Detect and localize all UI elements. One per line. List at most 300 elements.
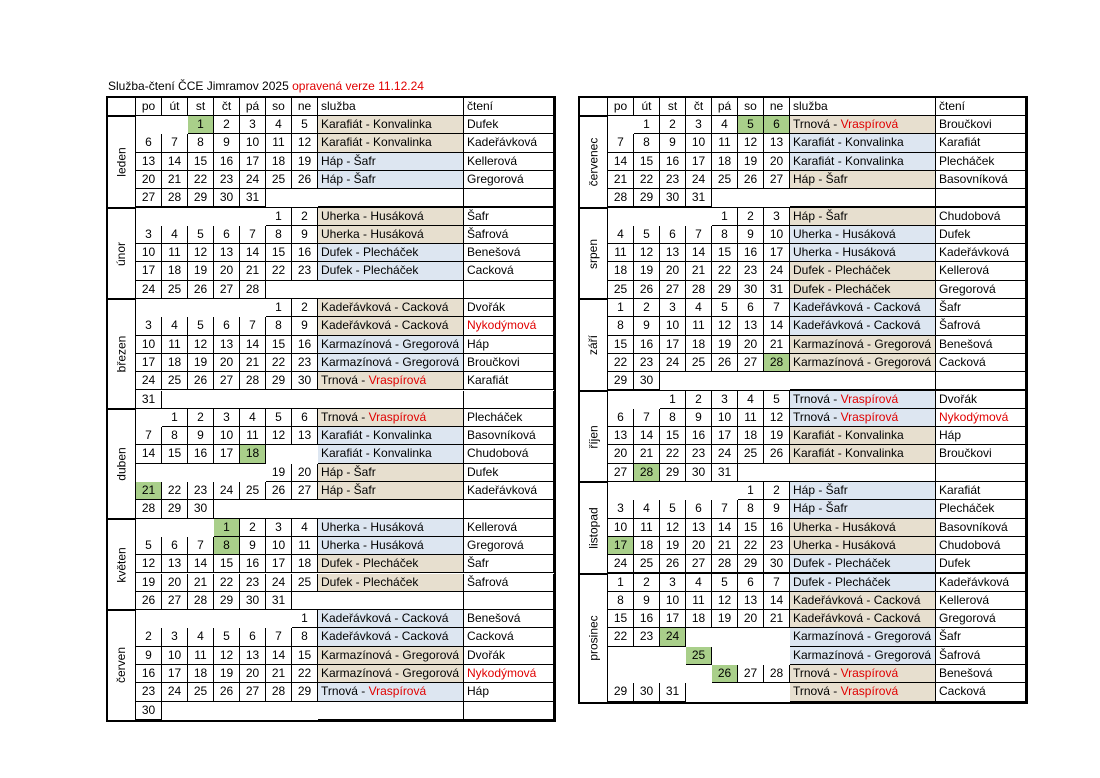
empty-day-cell bbox=[292, 281, 318, 299]
month-name: červenec bbox=[586, 137, 601, 187]
day-cell: 1 bbox=[608, 299, 634, 317]
day-cell: 28 bbox=[712, 555, 738, 573]
service-name: Karafiát - Konvalinka bbox=[321, 446, 432, 461]
service-name: Trnová - bbox=[793, 409, 841, 424]
reader-cell: Karafiát bbox=[464, 372, 554, 390]
service-cell bbox=[318, 574, 464, 592]
day-cell: 25 bbox=[266, 171, 292, 189]
service-name-highlight: Vraspírová bbox=[840, 391, 899, 406]
day-cell: 3 bbox=[240, 116, 266, 134]
reader-cell: Šafrová bbox=[936, 647, 1026, 665]
day-cell: 20 bbox=[738, 610, 764, 628]
service-cell bbox=[790, 317, 936, 335]
service-name: Uherka - Husáková bbox=[321, 226, 424, 241]
reader-cell: Nykodýmová bbox=[936, 409, 1026, 427]
reader-cell bbox=[464, 391, 554, 409]
service-cell bbox=[318, 537, 464, 555]
empty-day-cell bbox=[764, 464, 790, 482]
day-cell: 4 bbox=[188, 628, 214, 646]
day-cell: 10 bbox=[660, 592, 686, 610]
day-cell: 26 bbox=[660, 555, 686, 573]
reader-cell: Gregorová bbox=[464, 537, 554, 555]
day-cell: 7 bbox=[608, 134, 634, 152]
empty-day-cell bbox=[188, 299, 214, 317]
day-cell: 31 bbox=[712, 464, 738, 482]
day-cell: 23 bbox=[738, 262, 764, 280]
service-cell bbox=[318, 153, 464, 171]
day-cell: 4 bbox=[266, 116, 292, 134]
empty-day-cell bbox=[162, 610, 188, 628]
service-name: Dufek - Plecháček bbox=[793, 263, 891, 278]
day-cell: 24 bbox=[660, 628, 686, 646]
day-cell: 11 bbox=[634, 519, 660, 537]
day-cell: 7 bbox=[634, 409, 660, 427]
empty-day-cell bbox=[292, 500, 318, 518]
reader-cell bbox=[464, 281, 554, 299]
empty-day-cell bbox=[634, 482, 660, 500]
empty-day-cell bbox=[608, 665, 634, 683]
day-cell: 12 bbox=[266, 427, 292, 445]
day-cell: 14 bbox=[764, 317, 790, 335]
day-cell: 8 bbox=[214, 537, 240, 555]
day-cell: 9 bbox=[292, 226, 318, 244]
day-cell: 16 bbox=[738, 244, 764, 262]
empty-day-cell bbox=[738, 189, 764, 207]
day-cell: 9 bbox=[634, 592, 660, 610]
day-cell: 30 bbox=[764, 555, 790, 573]
empty-day-cell bbox=[214, 208, 240, 226]
service-cell bbox=[318, 244, 464, 262]
day-cell: 16 bbox=[686, 427, 712, 445]
service-cell bbox=[318, 628, 464, 646]
day-cell: 16 bbox=[188, 445, 214, 463]
day-cell: 25 bbox=[738, 445, 764, 463]
day-cell: 28 bbox=[608, 189, 634, 207]
month-label bbox=[108, 408, 136, 519]
reader-cell: Broučkovi bbox=[936, 445, 1026, 463]
day-cell: 20 bbox=[292, 464, 318, 482]
day-cell: 11 bbox=[188, 647, 214, 665]
day-cell: 13 bbox=[660, 244, 686, 262]
day-cell: 12 bbox=[738, 134, 764, 152]
month-label bbox=[108, 207, 136, 300]
day-cell: 6 bbox=[214, 317, 240, 335]
day-cell: 23 bbox=[188, 482, 214, 500]
service-name: Trnová - bbox=[793, 666, 841, 680]
day-cell: 7 bbox=[240, 317, 266, 335]
day-cell: 18 bbox=[292, 555, 318, 573]
day-cell: 29 bbox=[608, 683, 634, 701]
day-cell: 14 bbox=[136, 445, 162, 463]
day-cell: 23 bbox=[764, 537, 790, 555]
service-cell bbox=[318, 445, 464, 463]
day-cell: 12 bbox=[764, 409, 790, 427]
service-name: Kadeřávková - Cacková bbox=[793, 300, 921, 314]
column-header: ne bbox=[292, 98, 318, 116]
service-name: Karmazínová - Gregorová bbox=[321, 336, 460, 351]
service-cell bbox=[318, 226, 464, 244]
day-cell: 27 bbox=[214, 372, 240, 390]
day-cell: 5 bbox=[188, 226, 214, 244]
day-cell: 29 bbox=[738, 555, 764, 573]
day-cell: 2 bbox=[738, 208, 764, 226]
service-name: Uherka - Husáková bbox=[793, 226, 896, 241]
service-name: Dufek - Plecháček bbox=[793, 281, 891, 296]
day-cell: 12 bbox=[188, 244, 214, 262]
service-cell bbox=[790, 134, 936, 152]
service-name: Kadeřávková - Cacková bbox=[793, 611, 921, 626]
day-cell: 29 bbox=[214, 592, 240, 610]
column-header: čt bbox=[686, 98, 712, 116]
reader-cell: Kadeřávková bbox=[936, 244, 1026, 262]
day-cell: 1 bbox=[738, 482, 764, 500]
day-cell: 5 bbox=[712, 574, 738, 592]
empty-day-cell bbox=[764, 189, 790, 207]
month-name: únor bbox=[114, 241, 129, 266]
day-cell: 18 bbox=[266, 153, 292, 171]
day-cell: 27 bbox=[764, 171, 790, 189]
service-cell bbox=[790, 244, 936, 262]
service-cell bbox=[790, 555, 936, 573]
day-cell: 24 bbox=[266, 574, 292, 592]
day-cell: 8 bbox=[712, 226, 738, 244]
day-cell: 6 bbox=[764, 116, 790, 134]
day-cell: 21 bbox=[634, 445, 660, 463]
empty-day-cell bbox=[240, 500, 266, 518]
day-cell: 11 bbox=[266, 134, 292, 152]
day-cell: 12 bbox=[634, 244, 660, 262]
empty-day-cell bbox=[266, 189, 292, 207]
service-cell bbox=[318, 208, 464, 226]
day-cell: 19 bbox=[712, 610, 738, 628]
month-name: září bbox=[586, 335, 601, 356]
day-cell: 13 bbox=[214, 336, 240, 354]
empty-day-cell bbox=[712, 372, 738, 390]
day-cell: 27 bbox=[738, 665, 764, 683]
reader-cell: Šafr bbox=[936, 299, 1026, 317]
service-name: Trnová - bbox=[321, 409, 369, 424]
day-cell: 18 bbox=[162, 354, 188, 372]
service-cell bbox=[318, 134, 464, 152]
service-name: Dufek - Plecháček bbox=[321, 574, 419, 589]
reader-cell: Šafrová bbox=[936, 317, 1026, 335]
day-cell: 29 bbox=[608, 372, 634, 390]
day-cell: 15 bbox=[162, 445, 188, 463]
month-label bbox=[580, 573, 608, 702]
empty-day-cell bbox=[712, 482, 738, 500]
service-cell bbox=[318, 464, 464, 482]
service-cell bbox=[790, 665, 936, 683]
day-cell: 25 bbox=[240, 482, 266, 500]
day-cell: 13 bbox=[292, 427, 318, 445]
day-cell: 16 bbox=[764, 519, 790, 537]
reader-cell bbox=[464, 702, 554, 720]
day-cell: 20 bbox=[162, 574, 188, 592]
day-cell: 10 bbox=[686, 134, 712, 152]
column-header: pá bbox=[712, 98, 738, 116]
day-cell: 10 bbox=[240, 134, 266, 152]
day-cell: 24 bbox=[136, 281, 162, 299]
month-name: prosinec bbox=[586, 615, 601, 661]
service-name: Trnová - bbox=[793, 117, 841, 131]
reader-cell: Chudobová bbox=[464, 445, 554, 463]
day-cell: 13 bbox=[686, 519, 712, 537]
column-header: služba bbox=[318, 98, 464, 116]
service-name: Uherka - Husáková bbox=[793, 245, 896, 260]
day-cell: 10 bbox=[136, 244, 162, 262]
day-cell: 9 bbox=[214, 134, 240, 152]
day-cell: 27 bbox=[214, 281, 240, 299]
service-name: Karmazínová - Gregorová bbox=[793, 354, 932, 369]
service-name: Kadeřávková - Cacková bbox=[321, 611, 449, 626]
empty-day-cell bbox=[292, 592, 318, 610]
day-cell: 11 bbox=[162, 244, 188, 262]
day-cell: 25 bbox=[162, 281, 188, 299]
day-cell: 31 bbox=[240, 189, 266, 207]
day-cell: 7 bbox=[266, 628, 292, 646]
service-name: Karmazínová - Gregorová bbox=[321, 647, 460, 662]
service-name: Háp - Šafr bbox=[321, 483, 376, 497]
day-cell: 6 bbox=[608, 409, 634, 427]
day-cell: 16 bbox=[634, 610, 660, 628]
empty-day-cell bbox=[188, 702, 214, 720]
day-cell: 24 bbox=[764, 262, 790, 280]
empty-day-cell bbox=[266, 702, 292, 720]
reader-cell: Cacková bbox=[936, 354, 1026, 372]
day-cell: 2 bbox=[240, 519, 266, 537]
day-cell: 21 bbox=[608, 171, 634, 189]
reader-cell: Basovníková bbox=[936, 519, 1026, 537]
day-cell: 3 bbox=[214, 409, 240, 427]
day-cell: 28 bbox=[634, 464, 660, 482]
day-cell: 15 bbox=[292, 647, 318, 665]
reader-cell: Basovníková bbox=[464, 427, 554, 445]
day-cell: 16 bbox=[292, 336, 318, 354]
service-name: Dufek - Plecháček bbox=[321, 556, 419, 571]
day-cell: 12 bbox=[712, 317, 738, 335]
service-name-highlight: Vraspírová bbox=[368, 409, 427, 424]
day-cell: 8 bbox=[634, 134, 660, 152]
day-cell: 21 bbox=[162, 171, 188, 189]
empty-day-cell bbox=[240, 391, 266, 409]
day-cell: 31 bbox=[764, 281, 790, 299]
day-cell: 30 bbox=[214, 189, 240, 207]
day-cell: 27 bbox=[738, 354, 764, 372]
day-cell: 1 bbox=[608, 574, 634, 592]
service-cell bbox=[790, 464, 936, 482]
day-cell: 17 bbox=[712, 427, 738, 445]
empty-day-cell bbox=[660, 482, 686, 500]
empty-day-cell bbox=[188, 610, 214, 628]
empty-day-cell bbox=[162, 208, 188, 226]
month-name: listopad bbox=[586, 507, 601, 549]
service-name: Kadeřávková - Cacková bbox=[793, 592, 921, 607]
reader-cell: Šafrová bbox=[464, 226, 554, 244]
day-cell: 31 bbox=[136, 391, 162, 409]
day-cell: 14 bbox=[240, 244, 266, 262]
day-cell: 14 bbox=[266, 647, 292, 665]
empty-day-cell bbox=[712, 628, 738, 646]
day-cell: 27 bbox=[608, 464, 634, 482]
service-name: Uherka - Husáková bbox=[321, 519, 424, 534]
day-cell: 25 bbox=[188, 683, 214, 701]
month-label bbox=[580, 115, 608, 208]
service-cell bbox=[790, 445, 936, 463]
empty-day-cell bbox=[188, 391, 214, 409]
day-cell: 19 bbox=[660, 537, 686, 555]
empty-day-cell bbox=[712, 683, 738, 701]
reader-cell: Háp bbox=[936, 427, 1026, 445]
day-cell: 4 bbox=[292, 519, 318, 537]
day-cell: 15 bbox=[188, 153, 214, 171]
day-cell: 24 bbox=[686, 171, 712, 189]
day-cell: 8 bbox=[292, 628, 318, 646]
day-cell: 6 bbox=[660, 226, 686, 244]
day-cell: 7 bbox=[686, 226, 712, 244]
day-cell: 21 bbox=[266, 665, 292, 683]
day-cell: 24 bbox=[214, 482, 240, 500]
service-cell bbox=[790, 628, 936, 646]
reader-cell: Dvořák bbox=[464, 299, 554, 317]
day-cell: 5 bbox=[660, 500, 686, 518]
day-cell: 5 bbox=[136, 537, 162, 555]
day-cell: 30 bbox=[136, 702, 162, 720]
empty-day-cell bbox=[686, 482, 712, 500]
day-cell: 8 bbox=[188, 134, 214, 152]
empty-day-cell bbox=[214, 610, 240, 628]
day-cell: 3 bbox=[266, 519, 292, 537]
service-cell bbox=[318, 500, 464, 518]
day-cell: 4 bbox=[712, 116, 738, 134]
day-cell: 7 bbox=[764, 299, 790, 317]
reader-cell: Karafiát bbox=[936, 134, 1026, 152]
service-cell bbox=[318, 354, 464, 372]
day-cell: 4 bbox=[240, 409, 266, 427]
day-cell: 3 bbox=[608, 500, 634, 518]
day-cell: 19 bbox=[764, 427, 790, 445]
day-cell: 29 bbox=[660, 464, 686, 482]
service-name: Dufek - Plecháček bbox=[793, 556, 891, 571]
day-cell: 6 bbox=[240, 628, 266, 646]
reader-cell: Gregorová bbox=[936, 610, 1026, 628]
day-cell: 11 bbox=[608, 244, 634, 262]
reader-cell: Benešová bbox=[464, 610, 554, 628]
day-cell: 22 bbox=[266, 262, 292, 280]
day-cell: 1 bbox=[266, 208, 292, 226]
service-cell bbox=[318, 409, 464, 427]
service-name: Trnová - bbox=[321, 684, 369, 699]
day-cell: 4 bbox=[608, 226, 634, 244]
empty-day-cell bbox=[162, 391, 188, 409]
day-cell: 5 bbox=[292, 116, 318, 134]
day-cell: 4 bbox=[686, 299, 712, 317]
day-cell: 19 bbox=[712, 336, 738, 354]
day-cell: 16 bbox=[136, 665, 162, 683]
day-cell: 3 bbox=[660, 299, 686, 317]
day-cell: 21 bbox=[686, 262, 712, 280]
day-cell: 23 bbox=[660, 171, 686, 189]
day-cell: 25 bbox=[162, 372, 188, 390]
day-cell: 22 bbox=[712, 262, 738, 280]
empty-day-cell bbox=[738, 683, 764, 701]
service-name: Háp - Šafr bbox=[793, 171, 848, 186]
header-corner bbox=[108, 98, 136, 116]
day-cell: 23 bbox=[136, 683, 162, 701]
month-label bbox=[580, 207, 608, 300]
service-cell bbox=[790, 354, 936, 372]
service-name: Karafiát - Konvalinka bbox=[793, 428, 904, 443]
day-cell: 27 bbox=[162, 592, 188, 610]
day-cell: 22 bbox=[162, 482, 188, 500]
day-cell: 15 bbox=[266, 244, 292, 262]
day-cell: 14 bbox=[712, 519, 738, 537]
day-cell: 6 bbox=[214, 226, 240, 244]
service-cell bbox=[790, 226, 936, 244]
reader-cell: Dufek bbox=[936, 226, 1026, 244]
service-cell bbox=[790, 336, 936, 354]
reader-cell: Plecháček bbox=[936, 500, 1026, 518]
day-cell: 20 bbox=[660, 262, 686, 280]
reader-cell: Cacková bbox=[464, 628, 554, 646]
day-cell: 30 bbox=[240, 592, 266, 610]
reader-cell: Dufek bbox=[464, 464, 554, 482]
service-name: Háp - Šafr bbox=[321, 171, 376, 186]
day-cell: 24 bbox=[136, 372, 162, 390]
service-cell bbox=[790, 427, 936, 445]
service-name: Háp - Šafr bbox=[793, 501, 848, 516]
day-cell: 26 bbox=[712, 665, 738, 683]
service-name: Kadeřávková - Cacková bbox=[321, 318, 449, 333]
day-cell: 31 bbox=[266, 592, 292, 610]
empty-day-cell bbox=[188, 208, 214, 226]
day-cell: 12 bbox=[712, 592, 738, 610]
day-cell: 14 bbox=[686, 244, 712, 262]
day-cell: 21 bbox=[240, 354, 266, 372]
title-note: opravená verze 11.12.24 bbox=[292, 79, 424, 93]
day-cell: 1 bbox=[292, 610, 318, 628]
empty-day-cell bbox=[266, 610, 292, 628]
day-cell: 6 bbox=[162, 537, 188, 555]
service-name: Uherka - Husáková bbox=[321, 208, 424, 223]
reader-cell: Broučkovi bbox=[464, 354, 554, 372]
day-cell: 10 bbox=[214, 427, 240, 445]
day-cell: 27 bbox=[660, 281, 686, 299]
empty-day-cell bbox=[292, 189, 318, 207]
empty-day-cell bbox=[764, 372, 790, 390]
day-cell: 11 bbox=[292, 537, 318, 555]
service-cell bbox=[790, 281, 936, 299]
empty-day-cell bbox=[608, 647, 634, 665]
day-cell: 10 bbox=[608, 519, 634, 537]
day-cell: 17 bbox=[240, 153, 266, 171]
service-name: Karafiát - Konvalinka bbox=[321, 428, 432, 443]
reader-cell: Dufek bbox=[936, 555, 1026, 573]
column-header: služba bbox=[790, 98, 936, 116]
day-cell: 13 bbox=[738, 592, 764, 610]
empty-day-cell bbox=[738, 647, 764, 665]
empty-day-cell bbox=[240, 464, 266, 482]
day-cell: 23 bbox=[292, 262, 318, 280]
service-cell bbox=[318, 702, 464, 720]
day-cell: 18 bbox=[738, 427, 764, 445]
day-cell: 11 bbox=[712, 134, 738, 152]
service-cell bbox=[318, 116, 464, 134]
empty-day-cell bbox=[634, 208, 660, 226]
day-cell: 13 bbox=[738, 317, 764, 335]
day-cell: 10 bbox=[764, 226, 790, 244]
day-cell: 27 bbox=[292, 482, 318, 500]
day-cell: 20 bbox=[738, 336, 764, 354]
